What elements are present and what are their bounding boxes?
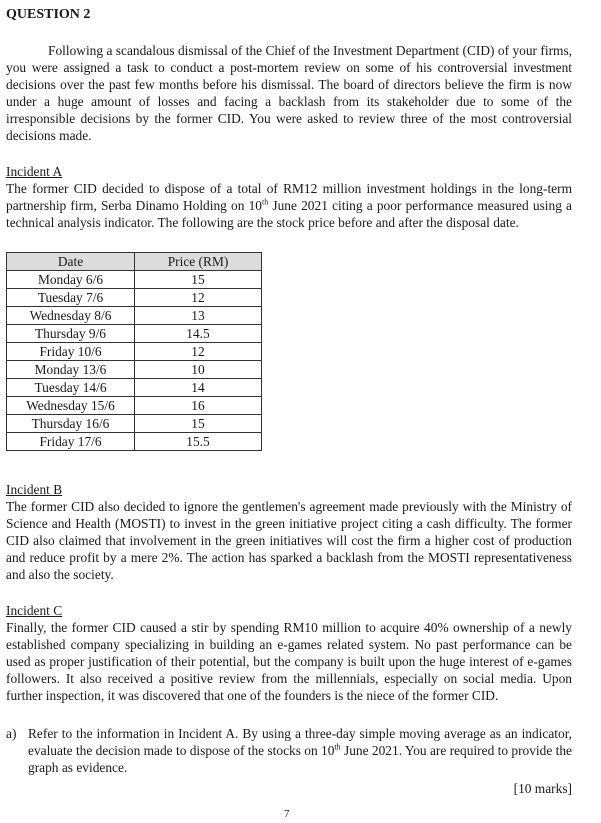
incident-b-title: Incident B <box>6 482 63 497</box>
price-cell: 15 <box>135 271 262 289</box>
price-cell: 12 <box>135 343 262 361</box>
price-cell: 15 <box>135 415 262 433</box>
question-a-marks: [10 marks] <box>513 781 572 796</box>
document-page <box>6 6 572 797</box>
page-number: 7 <box>284 808 290 820</box>
date-cell: Thursday 9/6 <box>7 325 135 343</box>
incident-b-section <box>6 481 572 583</box>
incident-c-section <box>6 602 572 704</box>
table-row <box>7 325 262 343</box>
price-cell: 13 <box>135 307 262 325</box>
question-a-label: a) <box>6 726 17 741</box>
price-cell: 14.5 <box>135 325 262 343</box>
table-row <box>7 343 262 361</box>
question-a-text: Refer to the information in Incident A. By using a three-day simple moving average as an indicator, evaluate the decision made to dispose of the stocks on 10th June 2021. You are required to provide the graph as evidence. [10 marks] <box>28 726 572 796</box>
table-row <box>7 415 262 433</box>
date-cell: Tuesday 7/6 <box>7 289 135 307</box>
table-row <box>7 361 262 379</box>
table-row <box>7 271 262 289</box>
incident-c-title: Incident C <box>6 603 63 618</box>
date-cell: Thursday 16/6 <box>7 415 135 433</box>
price-cell: 12 <box>135 289 262 307</box>
date-cell: Wednesday 8/6 <box>7 307 135 325</box>
incident-a-title: Incident A <box>6 164 63 179</box>
date-cell: Monday 13/6 <box>7 361 135 379</box>
date-cell: Wednesday 15/6 <box>7 397 135 415</box>
incident-a-text: The former CID decided to dispose of a total of RM12 million investment holdings in the long-term partnership firm, Serba Dinamo Holding on 10th June 2021 citing a poor performance measured using a technical analysis indicator. The following are the stock price before and after the disposal date. <box>6 181 573 230</box>
table-row <box>7 379 262 397</box>
date-cell: Friday 17/6 <box>7 433 135 451</box>
incident-a-section <box>6 163 572 451</box>
question-heading: QUESTION 2 <box>6 7 91 22</box>
table-row <box>7 289 262 307</box>
header-price: Price (RM) <box>135 253 262 271</box>
header-date: Date <box>7 253 135 271</box>
date-cell: Tuesday 14/6 <box>7 379 135 397</box>
date-cell: Friday 10/6 <box>7 343 135 361</box>
stock-price-table <box>6 252 262 451</box>
table-header-row <box>7 253 262 271</box>
intro-paragraph: Following a scandalous dismissal of the Chief of the Investment Department (CID) of your firms, you were assigned a task to conduct a post-mortem review on some of his controversial investment decisions over the past few months before his dismissal. The board of directors believe the firm is now under a huge amount of losses and facing a backlash from its stakeholder due to some of the irresponsible decisions by the former CID. You were asked to review three of the most controversial decisions made. <box>6 43 572 143</box>
table-row <box>7 307 262 325</box>
price-cell: 16 <box>135 397 262 415</box>
date-cell: Monday 6/6 <box>7 271 135 289</box>
table-row <box>7 397 262 415</box>
price-cell: 15.5 <box>135 433 262 451</box>
incident-c-text: Finally, the former CID caused a stir by spending RM10 million to acquire 40% ownership of a newly established company specializing in building an e-games related system. No past performance can be used as proper justification of their potential, but the company is built upon the huge interest of e-games followers. It also received a positive review from the millennials, especially on social media. Upon further inspection, it was discovered that one of the founders is the niece of the former CID. <box>6 620 572 703</box>
table-row <box>7 433 262 451</box>
question-a <box>6 725 572 797</box>
price-cell: 14 <box>135 379 262 397</box>
price-cell: 10 <box>135 361 262 379</box>
incident-b-text: The former CID also decided to ignore the gentlemen's agreement made previously with the Ministry of Science and Health (MOSTI) to invest in the green initiative project citing a cash difficulty. The former CID also claimed that involvement in the green initiatives will cost the firm a higher cost of production and reduce profit by a mere 2%. The action has sparked a backlash from the MOSTI representativeness and also the society. <box>6 499 572 582</box>
